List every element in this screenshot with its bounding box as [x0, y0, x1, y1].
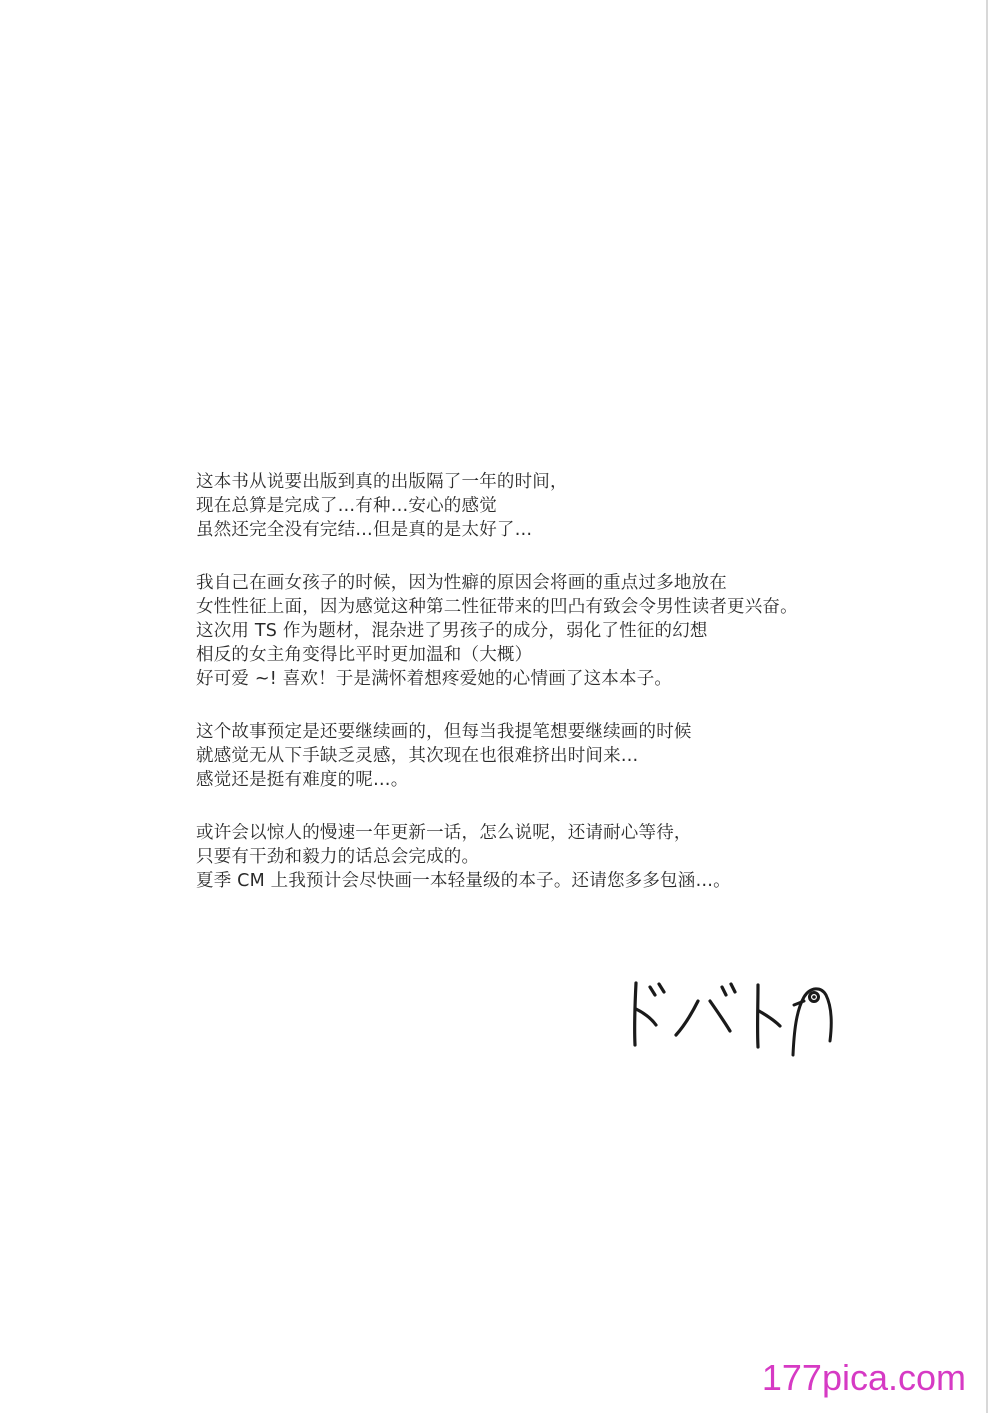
- text-line: 或许会以惊人的慢速一年更新一话，怎么说呢，还请耐心等待，: [196, 823, 692, 843]
- text-line: 虽然还完全没有完结…但是真的是太好了…: [196, 520, 533, 540]
- text-line: 相反的女主角变得比平时更加温和（大概）: [196, 645, 533, 665]
- text-line: 就感觉无从下手缺乏灵感，其次现在也很难挤出时间来…: [196, 746, 639, 766]
- text-line: 只要有干劲和毅力的话总会完成的。: [196, 847, 480, 867]
- text-line: 这个故事预定是还要继续画的，但每当我提笔想要继续画的时候: [196, 722, 692, 742]
- paragraph-4: [196, 821, 916, 893]
- text-line: 女性性征上面，因为感觉这种第二性征带来的凹凸有致会令男性读者更兴奋。: [196, 597, 798, 617]
- bird-doodle-icon: [793, 989, 831, 1055]
- paragraph-1: [196, 470, 916, 542]
- paragraph-2: [196, 571, 916, 691]
- handwritten-signature: [618, 975, 843, 1060]
- paragraph-3: [196, 720, 916, 792]
- text-line: 这本书从说要出版到真的出版隔了一年的时间，: [196, 472, 568, 492]
- watermark: 177pica.com: [761, 1357, 966, 1398]
- afterword-text: [196, 470, 916, 922]
- text-line: 这次用 TS 作为题材，混杂进了男孩子的成分，弱化了性征的幻想: [196, 621, 708, 641]
- page-edge: [986, 0, 988, 1413]
- text-line: 夏季 CM 上我预计会尽快画一本轻量级的本子。还请您多多包涵…。: [196, 871, 731, 891]
- text-line: 感觉还是挺有难度的呢…。: [196, 770, 409, 790]
- text-line: 好可爱 ~! 喜欢！于是满怀着想疼爱她的心情画了这本本子。: [196, 669, 673, 689]
- text-line: 我自己在画女孩子的时候，因为性癖的原因会将画的重点过多地放在: [196, 573, 727, 593]
- text-line: 现在总算是完成了…有种…安心的感觉: [196, 496, 497, 516]
